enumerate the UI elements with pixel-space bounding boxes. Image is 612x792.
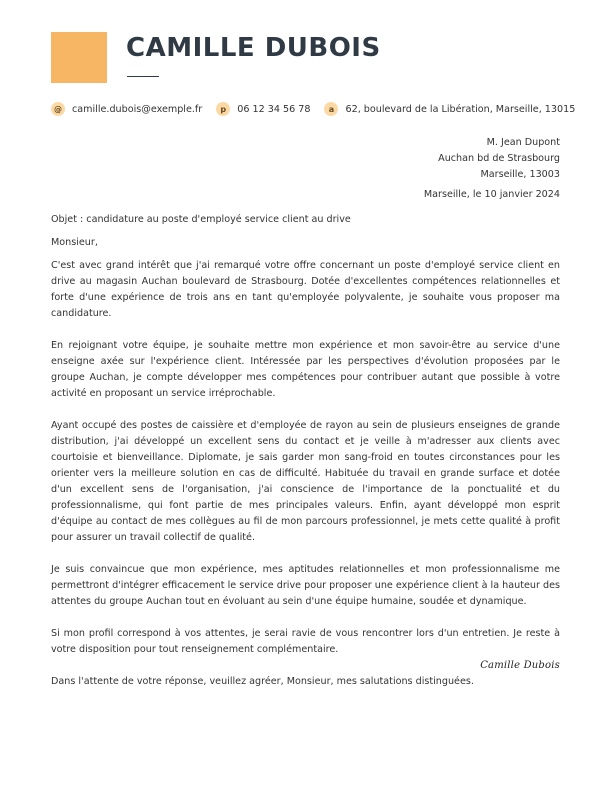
contact-phone	[216, 102, 310, 116]
letter-date: Marseille, le 10 janvier 2024	[423, 189, 560, 200]
applicant-name: CAMILLE DUBOIS	[126, 33, 381, 63]
contact-row	[51, 102, 589, 116]
email-text: camille.dubois@exemple.fr	[72, 103, 203, 115]
email-icon: @	[51, 102, 65, 116]
recipient-company: Auchan bd de Strasbourg	[438, 153, 560, 164]
address-icon: a	[324, 102, 338, 116]
recipient-block	[438, 135, 560, 183]
contact-address	[324, 102, 575, 116]
letter-salutation: Monsieur,	[51, 237, 98, 248]
signature: Camille Dubois	[480, 660, 560, 671]
recipient-city: Marseille, 13003	[480, 169, 560, 180]
name-underline	[127, 76, 159, 77]
letter-paragraph-1: C'est avec grand intérêt que j'ai remarqué votre offre concernant un poste d'employé service client en drive au magasin Auchan boulevard de Strasbourg. Dotée d'excellentes compétences relationnelles et forte d'une expérience de trois ans en tant qu'employée polyvalente, je souhaite vous proposer ma candidature.	[51, 260, 560, 319]
address-text: 62, boulevard de la Libération, Marseille, 13015	[345, 103, 576, 115]
phone-text: 06 12 34 56 78	[237, 103, 311, 115]
header-accent-square	[51, 32, 107, 83]
letter-paragraph-3: Ayant occupé des postes de caissière et d'employée de rayon au sein de plusieurs enseignes de grande distribution, j'ai développé un excellent sens du contact et je veille à m'adresser aux clients avec courtoisie et bienveillance. Diplomate, je sais garder mon sang-froid en toutes circonstances pour les orienter vers la meilleure solution en cas de difficulté. Habituée du travail en grande surface et dotée d'un excellent sens de l'organisation, j'ai conscience de l'importance de la ponctualité et du professionnalisme, qui font partie de mes principales valeurs. Enfin, ayant développé mon esprit d'équipe au contact de mes collègues au fil de mon parcours professionnel, je mets cette qualité à profit pour assurer un travail collectif de qualité.	[51, 420, 560, 543]
letter-body	[51, 212, 560, 690]
letter-paragraph-2: En rejoignant votre équipe, je souhaite mettre mon expérience et mon savoir-être au service d'une enseigne axée sur l'expérience client. Intéressée par les perspectives d'évolution proposées par le groupe Auchan, je compte développer mes compétences pour contribuer autant que possible à votre activité en proposant un service irréprochable.	[51, 340, 560, 399]
letter-paragraph-4: Je suis convaincue que mon expérience, mes aptitudes relationnelles et mon professionnalisme me permettront d'intégrer efficacement le service drive pour proposer une expérience client à la hauteur des attentes du groupe Auchan tout en évoluant au sein d'une équipe humaine, soudée et dynamique.	[51, 564, 560, 607]
letter-object: Objet : candidature au poste d'employé service client au drive	[51, 214, 351, 225]
contact-email	[51, 102, 202, 116]
phone-icon: p	[216, 102, 230, 116]
letter-paragraph-5: Si mon profil correspond à vos attentes, je serai ravie de vous rencontrer lors d'un entretien. Je reste à votre disposition pour tout renseignement complémentaire.	[51, 628, 560, 655]
letter-closing: Dans l'attente de votre réponse, veuillez agréer, Monsieur, mes salutations distinguées.	[51, 676, 474, 687]
recipient-name: M. Jean Dupont	[486, 137, 560, 148]
